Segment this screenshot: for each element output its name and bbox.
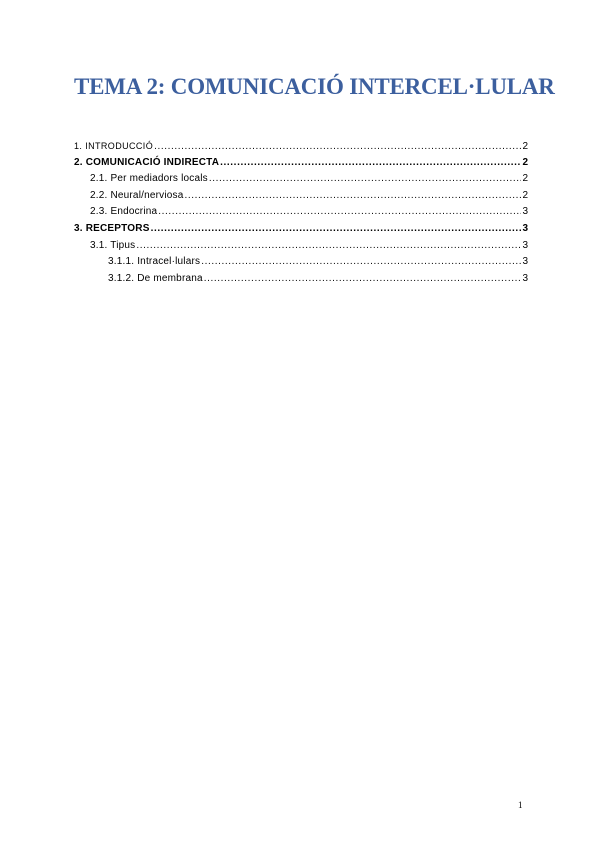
toc-entry-page: 3 — [522, 272, 528, 284]
toc-entry-label: 1. INTRODUCCIÓ — [74, 141, 154, 151]
toc-entry-page: 2 — [522, 141, 528, 152]
toc-entry-page: 3 — [522, 256, 528, 268]
toc-entry-label: 2.2. Neural/nerviosa — [90, 189, 184, 201]
toc-entry-intracellulars[interactable] — [74, 254, 528, 271]
toc-entry-tipus[interactable] — [74, 238, 528, 255]
toc-dot-leader — [151, 221, 522, 238]
toc-entry-endocrina[interactable] — [74, 204, 528, 221]
toc-entry-page: 2 — [522, 173, 528, 185]
toc-entry-label: 3.1.1. Intracel·lulars — [108, 256, 201, 268]
toc-dot-leader — [154, 139, 521, 156]
table-of-contents — [74, 138, 528, 287]
toc-entry-page: 3 — [522, 206, 528, 218]
toc-entry-mediadors-locals[interactable] — [74, 171, 528, 188]
toc-dot-leader — [209, 171, 522, 188]
toc-entry-page: 2 — [522, 189, 528, 201]
toc-entry-label: 2.1. Per mediadors locals — [90, 173, 208, 185]
toc-dot-leader — [220, 155, 521, 172]
toc-entry-label: 3.1.2. De membrana — [108, 272, 203, 284]
toc-dot-leader — [185, 188, 522, 205]
toc-entry-comunicacio-indirecta[interactable] — [74, 155, 528, 172]
toc-entry-page: 3 — [522, 222, 528, 234]
toc-dot-leader — [201, 254, 521, 271]
page-title: TEMA 2: COMUNICACIÓ INTERCEL·LULAR — [74, 74, 555, 99]
toc-entry-receptors[interactable] — [74, 221, 528, 238]
toc-entry-label: 2. COMUNICACIÓ INDIRECTA — [74, 156, 220, 168]
toc-dot-leader — [136, 238, 521, 255]
toc-entry-label: 3.1. Tipus — [90, 239, 136, 251]
toc-entry-introduccio[interactable] — [74, 138, 528, 155]
page-number: 1 — [518, 800, 523, 810]
toc-entry-de-membrana[interactable] — [74, 271, 528, 288]
toc-entry-label: 2.3. Endocrina — [90, 206, 158, 218]
toc-dot-leader — [158, 204, 521, 221]
toc-dot-leader — [204, 271, 522, 288]
toc-entry-page: 3 — [522, 239, 528, 251]
toc-entry-label: 3. RECEPTORS — [74, 222, 150, 234]
toc-entry-page: 2 — [522, 156, 528, 168]
toc-entry-neural-nerviosa[interactable] — [74, 188, 528, 205]
